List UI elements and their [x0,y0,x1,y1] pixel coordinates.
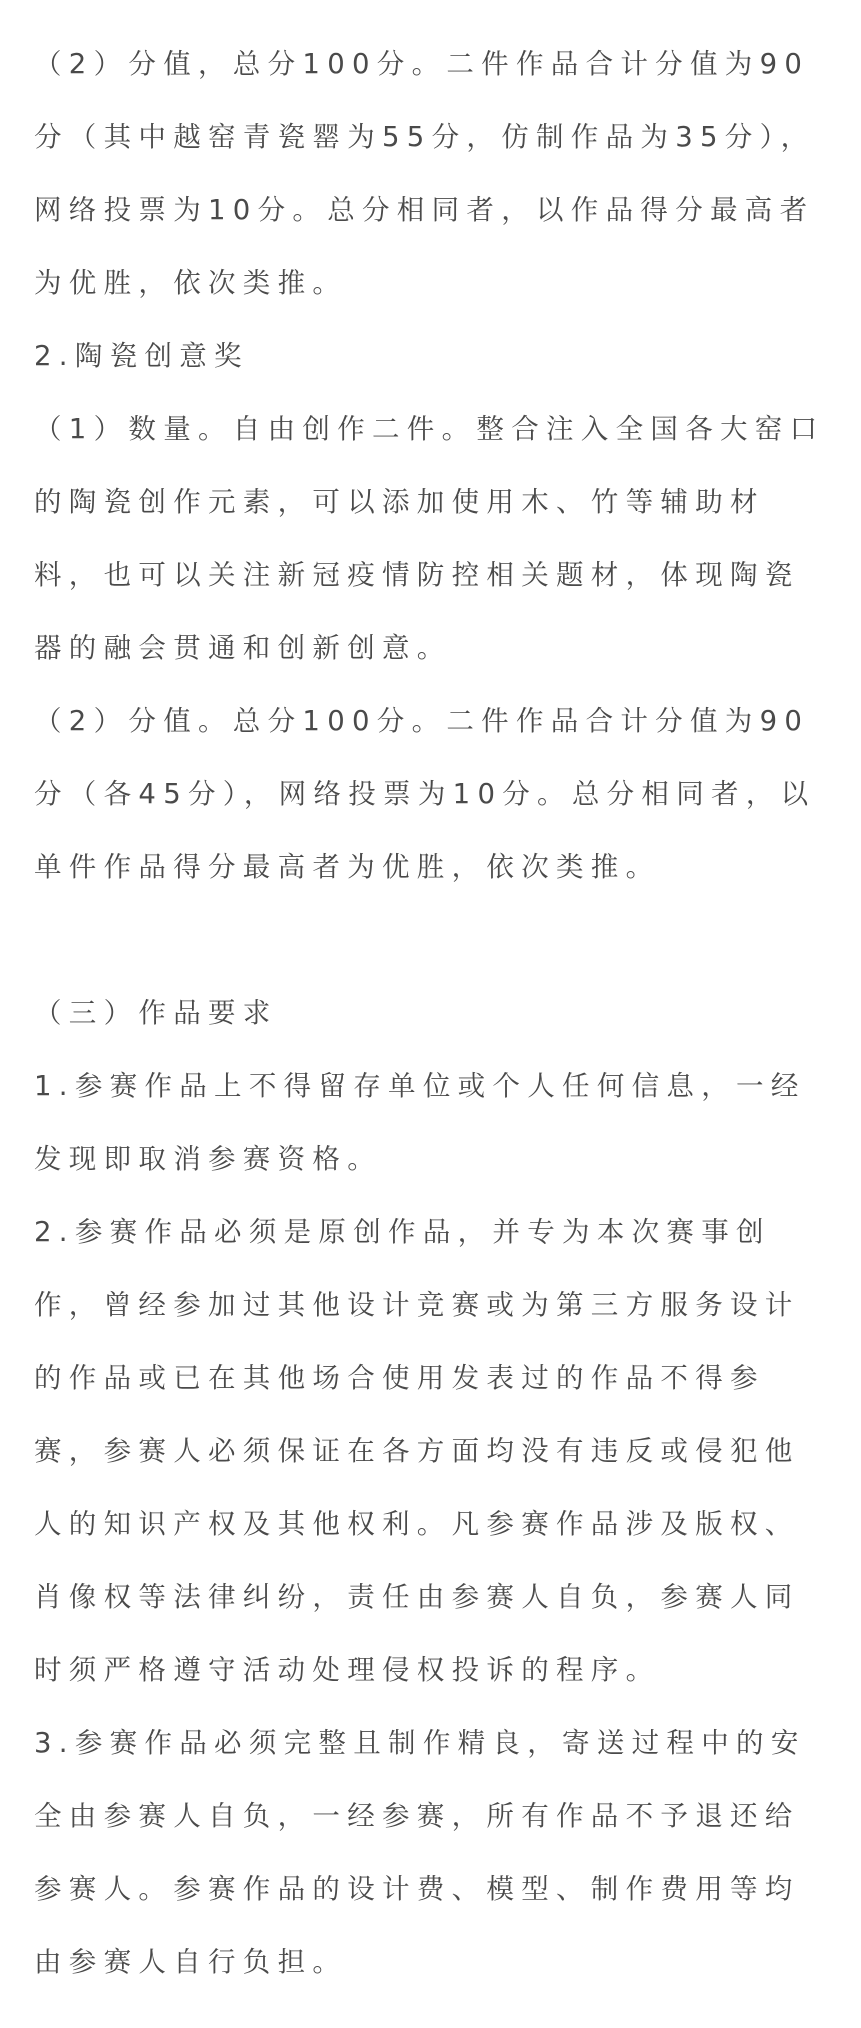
paragraph-requirement-3: 3.参赛作品必须完整且制作精良，寄送过程中的安全由参赛人自负，一经参赛，所有作品不予退还给参赛人。参赛作品的设计费、模型、制作费用等均由参赛人自行负担。 [34,1727,806,1978]
heading-work-requirements: （三）作品要求 [34,997,278,1029]
paragraph-score-1: （2）分值，总分100分。二件作品合计分值为90分（其中越窑青瓷罂为55分，仿制作品为35分），网络投票为10分。总分相同者，以作品得分最高者为优胜，依次类推。 [34,48,816,299]
paragraph-requirement-1: 1.参赛作品上不得留存单位或个人任何信息，一经发现即取消参赛资格。 [34,1070,806,1175]
paragraph-requirement-2: 2.参赛作品必须是原创作品，并专为本次赛事创作，曾经参加过其他设计竞赛或为第三方服务设计的作品或已在其他场合使用发表过的作品不得参赛，参赛人必须保证在各方面均没有违反或侵犯他人的知识产权及其他权利。凡参赛作品涉及版权、肖像权等法律纠纷，责任由参赛人自负，参赛人同时须严格遵守活动处理侵权投诉的程序。 [34,1216,800,1686]
heading-ceramic-creative-award: 2.陶瓷创意奖 [34,340,249,372]
paragraph-quantity: （1）数量。自由创作二件。整合注入全国各大窑口的陶瓷创作元素，可以添加使用木、竹等辅助材料，也可以关注新冠疫情防控相关题材，体现陶瓷器的融会贯通和创新创意。 [34,413,825,664]
paragraph-score-2: （2）分值。总分100分。二件作品合计分值为90分（各45分），网络投票为10分。总分相同者，以单件作品得分最高者为优胜，依次类推。 [34,705,816,883]
blank-line [34,904,827,977]
